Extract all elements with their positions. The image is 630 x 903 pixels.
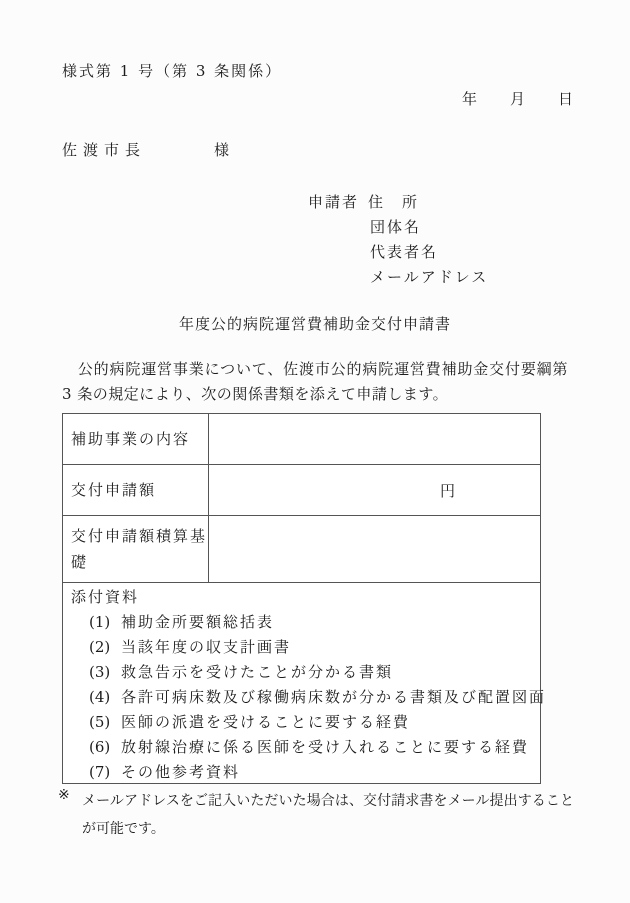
applicant-field-representative[interactable]: 代表者名	[370, 243, 439, 261]
table-row-calculation-basis	[63, 516, 540, 583]
attachment-number: (2)	[89, 638, 111, 656]
attachment-text: 各許可病床数及び稼働病床数が分かる書類及び配置図面	[121, 688, 547, 706]
applicant-field-email[interactable]: メールアドレス	[370, 268, 489, 286]
applicant-label: 申請者	[308, 193, 360, 211]
table-cell-application-amount[interactable]	[209, 465, 540, 515]
attachment-item	[71, 710, 540, 735]
attachment-text: 当該年度の収支計画書	[121, 638, 292, 656]
table-label-calculation-basis: 交付申請額積算基礎	[63, 516, 209, 582]
attachment-item	[71, 635, 540, 660]
form-number: 様式第 1 号（第 3 条関係）	[62, 62, 283, 80]
table-row-attachments	[63, 583, 547, 783]
addressee-line	[62, 139, 231, 160]
attachment-text: 救急告示を受けたことが分かる書類	[121, 663, 394, 681]
applicant-representative-row	[308, 240, 488, 265]
applicant-block	[308, 190, 488, 290]
yen-unit-label: 円	[439, 481, 457, 500]
attachment-item	[71, 610, 540, 635]
attachment-text: その他参考資料	[121, 763, 241, 781]
attachment-number: (5)	[89, 713, 111, 731]
attachment-number: (1)	[89, 613, 111, 631]
attachment-text: 放射線治療に係る医師を受け入れることに要する経費	[121, 738, 530, 756]
addressee-name: 佐渡市長	[62, 141, 147, 159]
attachment-number: (7)	[89, 763, 111, 781]
page-title: 年度公的病院運営費補助金交付申請書	[178, 315, 451, 333]
addressee-honorific: 様	[214, 141, 232, 159]
footnote-text: メールアドレスをご記入いただいた場合は、交付請求書をメール提出することが可能です。	[82, 793, 574, 837]
body-paragraph: 公的病院運営事業について、佐渡市公的病院運営費補助金交付要綱第 3 条の規定により、次の関係書類を添えて申請します。	[62, 360, 574, 403]
attachment-number: (6)	[89, 738, 111, 756]
attachments-heading: 添付資料	[71, 588, 140, 606]
table-cell-subsidy-content[interactable]	[209, 414, 540, 464]
application-table	[62, 413, 547, 784]
table-cell-calculation-basis[interactable]	[209, 516, 540, 582]
attachment-item	[71, 735, 540, 760]
table-row-subsidy-content	[63, 414, 540, 465]
date-line: 年 月 日	[461, 90, 574, 108]
footnote	[58, 787, 574, 843]
attachment-number: (4)	[89, 688, 111, 706]
attachment-item	[71, 760, 540, 785]
attachment-number: (3)	[89, 663, 111, 681]
attachment-item	[71, 660, 540, 685]
table-row-application-amount	[63, 465, 540, 516]
table-label-subsidy-content: 補助事業の内容	[63, 414, 209, 464]
attachment-text: 補助金所要額総括表	[121, 613, 275, 631]
footnote-marker: ※	[58, 787, 70, 803]
applicant-field-address[interactable]: 住 所	[368, 193, 420, 211]
table-label-application-amount: 交付申請額	[63, 465, 209, 515]
applicant-field-organization[interactable]: 団体名	[370, 218, 422, 236]
attachment-item	[71, 685, 547, 710]
applicant-email-row	[308, 265, 488, 290]
applicant-org-row	[308, 215, 488, 240]
attachment-text: 医師の派遣を受けることに要する経費	[121, 713, 411, 731]
applicant-address-row	[308, 190, 488, 215]
